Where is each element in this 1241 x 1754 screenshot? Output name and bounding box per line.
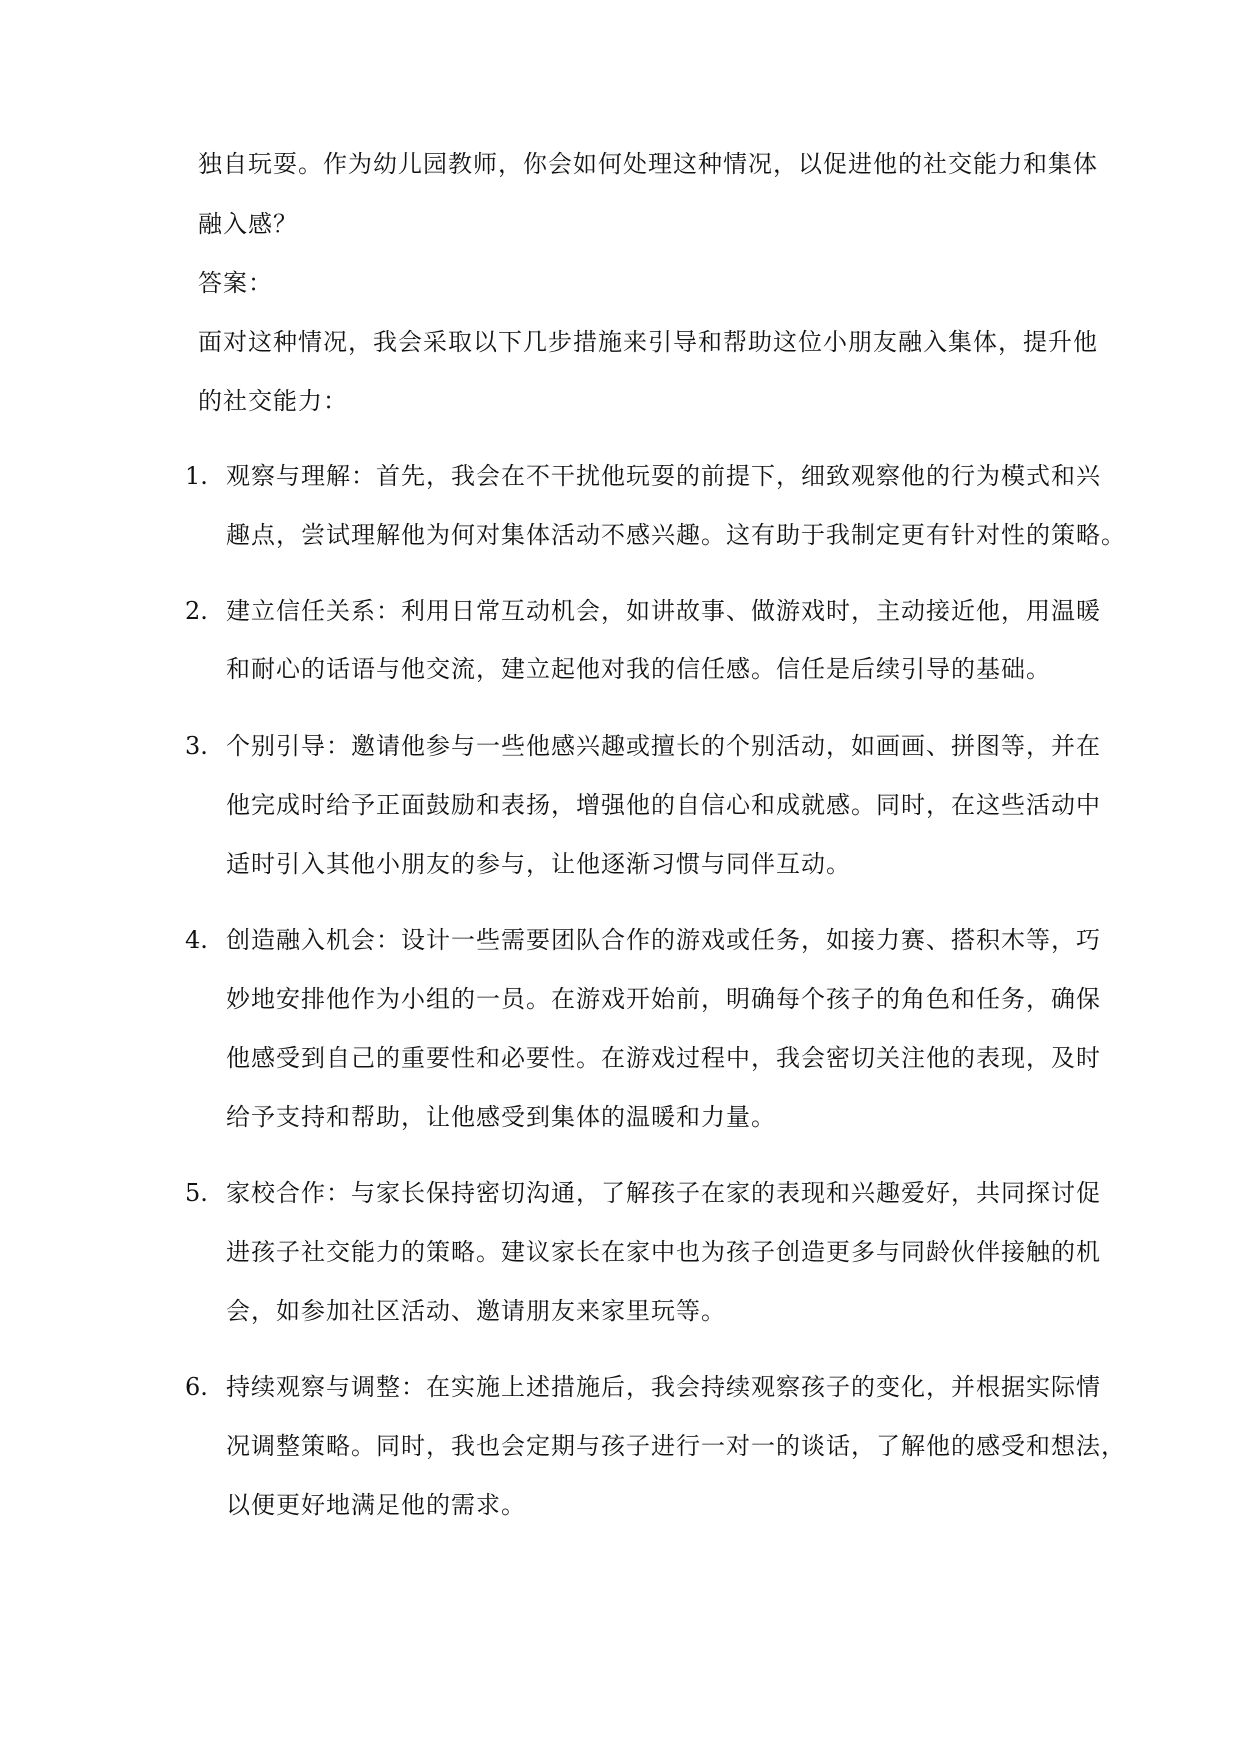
list-item-line: 观察与理解：首先，我会在不干扰他玩耍的前提下，细致观察他的行为模式和兴 — [226, 462, 1101, 490]
list-item-line: 他感受到自己的重要性和必要性。在游戏过程中，我会密切关注他的表现，及时 — [226, 1044, 1101, 1072]
list-item-line: 和耐心的话语与他交流，建立起他对我的信任感。信任是后续引导的基础。 — [226, 655, 1051, 683]
list-item-line: 建立信任关系：利用日常互动机会，如讲故事、做游戏时，主动接近他，用温暖 — [226, 597, 1101, 625]
list-item-line: 以便更好地满足他的需求。 — [226, 1491, 526, 1519]
lead-line-1: 面对这种情况，我会采取以下几步措施来引导和帮助这位小朋友融入集体，提升他 — [198, 328, 1098, 356]
list-item-line: 给予支持和帮助，让他感受到集体的温暖和力量。 — [226, 1103, 776, 1131]
list-item-line: 他完成时给予正面鼓励和表扬，增强他的自信心和成就感。同时，在这些活动中 — [226, 791, 1101, 819]
list-item-number: 3. — [185, 732, 208, 760]
intro-line-1: 独自玩耍。作为幼儿园教师，你会如何处理这种情况，以促进他的社交能力和集体 — [198, 150, 1098, 178]
list-item-number: 5. — [185, 1179, 208, 1207]
list-item-number: 6. — [185, 1373, 208, 1401]
list-item-line: 趣点，尝试理解他为何对集体活动不感兴趣。这有助于我制定更有针对性的策略。 — [226, 521, 1126, 549]
list-item-line: 进孩子社交能力的策略。建议家长在家中也为孩子创造更多与同龄伙伴接触的机 — [226, 1238, 1101, 1266]
list-item-line: 创造融入机会：设计一些需要团队合作的游戏或任务，如接力赛、搭积木等，巧 — [226, 926, 1101, 954]
list-item-line: 妙地安排他作为小组的一员。在游戏开始前，明确每个孩子的角色和任务，确保 — [226, 985, 1101, 1013]
list-item-number: 4. — [185, 926, 208, 954]
list-item-number: 1. — [185, 462, 208, 490]
list-item-number: 2. — [185, 597, 208, 625]
answer-label: 答案： — [198, 269, 273, 297]
list-item-line: 个别引导：邀请他参与一些他感兴趣或擅长的个别活动，如画画、拼图等，并在 — [226, 732, 1101, 760]
list-item-line: 会，如参加社区活动、邀请朋友来家里玩等。 — [226, 1297, 726, 1325]
lead-line-2: 的社交能力： — [198, 387, 348, 415]
list-item-line: 适时引入其他小朋友的参与，让他逐渐习惯与同伴互动。 — [226, 850, 851, 878]
list-item-line: 家校合作：与家长保持密切沟通，了解孩子在家的表现和兴趣爱好，共同探讨促 — [226, 1179, 1101, 1207]
list-item-line: 持续观察与调整：在实施上述措施后，我会持续观察孩子的变化，并根据实际情 — [226, 1373, 1101, 1401]
intro-line-2: 融入感？ — [198, 210, 298, 238]
list-item-line: 况调整策略。同时，我也会定期与孩子进行一对一的谈话，了解他的感受和想法， — [226, 1432, 1126, 1460]
